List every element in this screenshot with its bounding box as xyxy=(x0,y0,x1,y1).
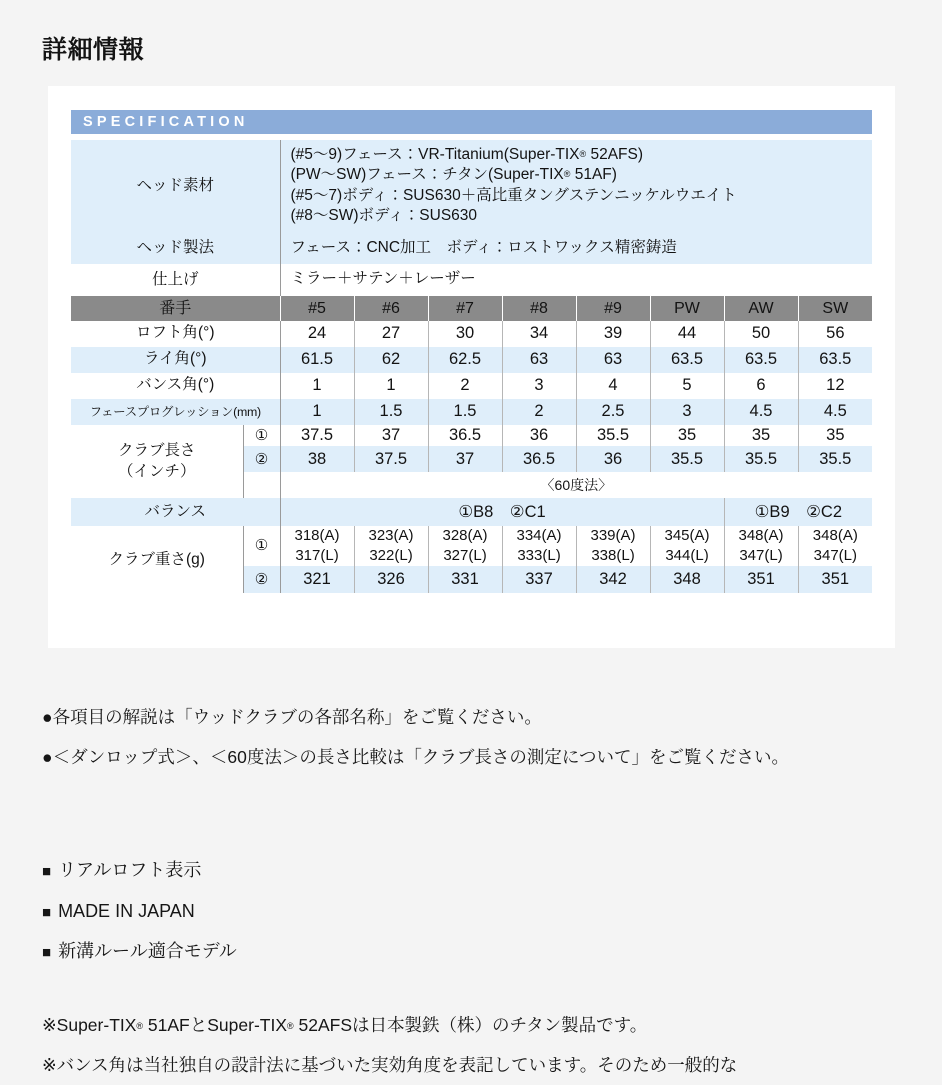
club-weight-1-pw xyxy=(650,526,724,566)
mark-item-3 xyxy=(42,932,918,973)
row-value-head-process: フェース：CNC加工 ボディ：ロストワックス精密鋳造 xyxy=(280,233,872,264)
club-weight-mark-1: ① xyxy=(243,526,280,566)
club-weight-1-5 xyxy=(280,526,354,566)
club-weight-2-7: 331 xyxy=(428,566,502,593)
mark-item-3-label: 新溝ルール適合モデル xyxy=(58,941,237,961)
balance-group-1: ①B8 ②C1 xyxy=(280,498,724,526)
marks-block xyxy=(42,851,918,973)
club-weight-2-8: 337 xyxy=(502,566,576,593)
row-value-head-material xyxy=(280,140,872,233)
face-progression-6: 1.5 xyxy=(354,399,428,425)
table-row-face-progression xyxy=(71,399,872,425)
club-weight-1-aw xyxy=(724,526,798,566)
head-material-line-2: (PW〜SW)フェース：チタン(Super-TIX® 51AF) xyxy=(290,166,617,184)
club-weight-2-5: 321 xyxy=(280,566,354,593)
club-weight-1-aw-l: 347(L) xyxy=(739,547,783,565)
loft-angle-6: 27 xyxy=(354,321,428,347)
face-progression-9: 2.5 xyxy=(576,399,650,425)
mark-item-2-label: MADE IN JAPAN xyxy=(58,900,195,921)
header-label-club-number: 番手 xyxy=(71,296,280,321)
lie-angle-5: 61.5 xyxy=(280,347,354,373)
square-bullet-icon: ■ xyxy=(42,903,52,921)
club-weight-1-7-a: 328(A) xyxy=(442,527,488,545)
club-weight-1-6-l: 322(L) xyxy=(369,547,413,565)
length-note-spacer xyxy=(243,472,280,498)
length-note: 〈60度法〉 xyxy=(280,472,872,498)
header-club-7: #7 xyxy=(428,296,502,321)
club-length-2-aw: 35.5 xyxy=(724,446,798,472)
table-row-bounce-angle xyxy=(71,373,872,399)
club-length-1-7: 36.5 xyxy=(428,425,502,447)
face-progression-aw: 4.5 xyxy=(724,399,798,425)
lie-angle-aw: 63.5 xyxy=(724,347,798,373)
club-length-label-line2: （インチ） xyxy=(117,462,196,480)
table-row-club-weight-1 xyxy=(71,526,872,566)
bounce-angle-pw: 5 xyxy=(650,373,724,399)
header-club-sw: SW xyxy=(798,296,872,321)
club-weight-2-6: 326 xyxy=(354,566,428,593)
club-length-1-9: 35.5 xyxy=(576,425,650,447)
specification-table xyxy=(71,140,872,593)
lie-angle-pw: 63.5 xyxy=(650,347,724,373)
bounce-angle-9: 4 xyxy=(576,373,650,399)
mark-item-1 xyxy=(42,851,918,892)
club-length-mark-2: ② xyxy=(243,446,280,472)
page-title: 詳細情報 xyxy=(42,35,145,64)
loft-angle-9: 39 xyxy=(576,321,650,347)
face-progression-7: 1.5 xyxy=(428,399,502,425)
header-club-8: #8 xyxy=(502,296,576,321)
club-weight-1-8-a: 334(A) xyxy=(516,527,562,545)
row-label-bounce-angle: バンス角(°) xyxy=(71,373,280,399)
club-weight-2-sw: 351 xyxy=(798,566,872,593)
club-length-1-sw: 35 xyxy=(798,425,872,447)
club-weight-1-9-a: 339(A) xyxy=(590,527,636,545)
row-label-loft-angle: ロフト角(°) xyxy=(71,321,280,347)
square-bullet-icon: ■ xyxy=(42,863,52,880)
lie-angle-sw: 63.5 xyxy=(798,347,872,373)
row-value-finish: ミラー＋サテン＋レーザー xyxy=(290,270,476,288)
loft-angle-7: 30 xyxy=(428,321,502,347)
loft-angle-5: 24 xyxy=(280,321,354,347)
club-weight-1-sw xyxy=(798,526,872,566)
face-progression-8: 2 xyxy=(502,399,576,425)
row-label-club-weight: クラブ重さ(g) xyxy=(71,526,243,593)
face-progression-pw: 3 xyxy=(650,399,724,425)
club-length-2-7: 37 xyxy=(428,446,502,472)
club-length-2-9: 36 xyxy=(576,446,650,472)
loft-angle-sw: 56 xyxy=(798,321,872,347)
row-label-head-material: ヘッド素材 xyxy=(71,140,280,233)
face-progression-sw: 4.5 xyxy=(798,399,872,425)
lie-angle-9: 63 xyxy=(576,347,650,373)
club-weight-2-pw: 348 xyxy=(650,566,724,593)
header-club-pw: PW xyxy=(650,296,724,321)
club-weight-1-7-l: 327(L) xyxy=(443,547,487,565)
head-material-line-3: (#5〜7)ボディ：SUS630＋高比重タングステンニッケルウエイト xyxy=(290,186,737,204)
row-label-lie-angle: ライ角(°) xyxy=(71,347,280,373)
club-weight-1-sw-l: 347(L) xyxy=(813,547,857,565)
loft-angle-pw: 44 xyxy=(650,321,724,347)
club-weight-2-aw: 351 xyxy=(724,566,798,593)
face-progression-5: 1 xyxy=(280,399,354,425)
square-bullet-icon: ■ xyxy=(42,944,52,961)
row-label-club-length xyxy=(71,425,243,499)
table-row-head-material xyxy=(71,140,872,233)
balance-group-2: ①B9 ②C2 xyxy=(724,498,872,526)
club-length-2-6: 37.5 xyxy=(354,446,428,472)
club-weight-1-6 xyxy=(354,526,428,566)
club-length-2-sw: 35.5 xyxy=(798,446,872,472)
note-item-2: ●＜ダンロップ式＞、＜60度法＞の長さ比較は「クラブ長さの測定について」をご覧ください。 xyxy=(42,747,790,767)
table-row-finish xyxy=(71,264,872,295)
club-length-2-5: 38 xyxy=(280,446,354,472)
loft-angle-8: 34 xyxy=(502,321,576,347)
loft-angle-aw: 50 xyxy=(724,321,798,347)
table-row-balance xyxy=(71,498,872,526)
row-label-finish: 仕上げ xyxy=(71,264,280,295)
footnotes-block xyxy=(42,1005,932,1085)
club-weight-1-5-a: 318(A) xyxy=(294,527,340,545)
header-club-9: #9 xyxy=(576,296,650,321)
club-length-1-aw: 35 xyxy=(724,425,798,447)
table-row-club-length-1 xyxy=(71,425,872,447)
club-weight-1-pw-l: 344(L) xyxy=(665,547,709,565)
club-weight-1-9-l: 338(L) xyxy=(591,547,635,565)
header-club-6: #6 xyxy=(354,296,428,321)
bounce-angle-8: 3 xyxy=(502,373,576,399)
lie-angle-8: 63 xyxy=(502,347,576,373)
header-club-5: #5 xyxy=(280,296,354,321)
mark-item-2 xyxy=(42,892,918,933)
footnote-item-1: ※Super-TIX® 51AFとSuper-TIX® 52AFSは日本製鉄（株）のチタン製品です。 xyxy=(42,1015,648,1035)
lie-angle-7: 62.5 xyxy=(428,347,502,373)
notes-block xyxy=(42,697,918,777)
club-length-mark-1: ① xyxy=(243,425,280,447)
club-length-1-5: 37.5 xyxy=(280,425,354,447)
club-length-1-6: 37 xyxy=(354,425,428,447)
lie-angle-6: 62 xyxy=(354,347,428,373)
club-length-label-line1: クラブ長さ xyxy=(117,442,196,460)
bounce-angle-aw: 6 xyxy=(724,373,798,399)
club-weight-2-9: 342 xyxy=(576,566,650,593)
club-weight-1-pw-a: 345(A) xyxy=(664,527,710,545)
club-weight-1-aw-a: 348(A) xyxy=(738,527,784,545)
club-length-1-8: 36 xyxy=(502,425,576,447)
club-weight-1-sw-a: 348(A) xyxy=(812,527,858,545)
note-item-1: ●各項目の解説は「ウッドクラブの各部名称」をご覧ください。 xyxy=(42,707,542,727)
head-material-line-1: (#5〜9)フェース：VR-Titanium(Super-TIX® 52AFS) xyxy=(290,146,644,163)
mark-item-1-label: リアルロフト表示 xyxy=(58,860,202,880)
table-row-head-process xyxy=(71,233,872,264)
club-weight-1-7 xyxy=(428,526,502,566)
table-row-loft-angle xyxy=(71,321,872,347)
table-header-club-number xyxy=(71,296,872,321)
specification-heading: SPECIFICATION xyxy=(71,110,872,134)
club-weight-mark-2: ② xyxy=(243,566,280,593)
row-label-face-progression: フェースプログレッション(mm) xyxy=(71,399,280,425)
club-weight-1-8 xyxy=(502,526,576,566)
club-length-2-pw: 35.5 xyxy=(650,446,724,472)
table-row-lie-angle xyxy=(71,347,872,373)
club-weight-1-9 xyxy=(576,526,650,566)
club-length-2-8: 36.5 xyxy=(502,446,576,472)
club-weight-1-6-a: 323(A) xyxy=(368,527,414,545)
head-material-line-4: (#8〜SW)ボディ：SUS630 xyxy=(290,207,478,225)
club-weight-1-5-l: 317(L) xyxy=(295,547,339,565)
footnote-item-2: ※バンス角は当社独自の設計法に基づいた実効角度を表記しています。そのため一般的な xyxy=(42,1055,738,1075)
row-label-balance: バランス xyxy=(71,498,280,526)
bounce-angle-sw: 12 xyxy=(798,373,872,399)
bounce-angle-5: 1 xyxy=(280,373,354,399)
club-weight-1-8-l: 333(L) xyxy=(517,547,561,565)
club-length-1-pw: 35 xyxy=(650,425,724,447)
bounce-angle-6: 1 xyxy=(354,373,428,399)
row-label-head-process: ヘッド製法 xyxy=(71,233,280,264)
specification-card xyxy=(48,86,895,648)
bounce-angle-7: 2 xyxy=(428,373,502,399)
header-club-aw: AW xyxy=(724,296,798,321)
